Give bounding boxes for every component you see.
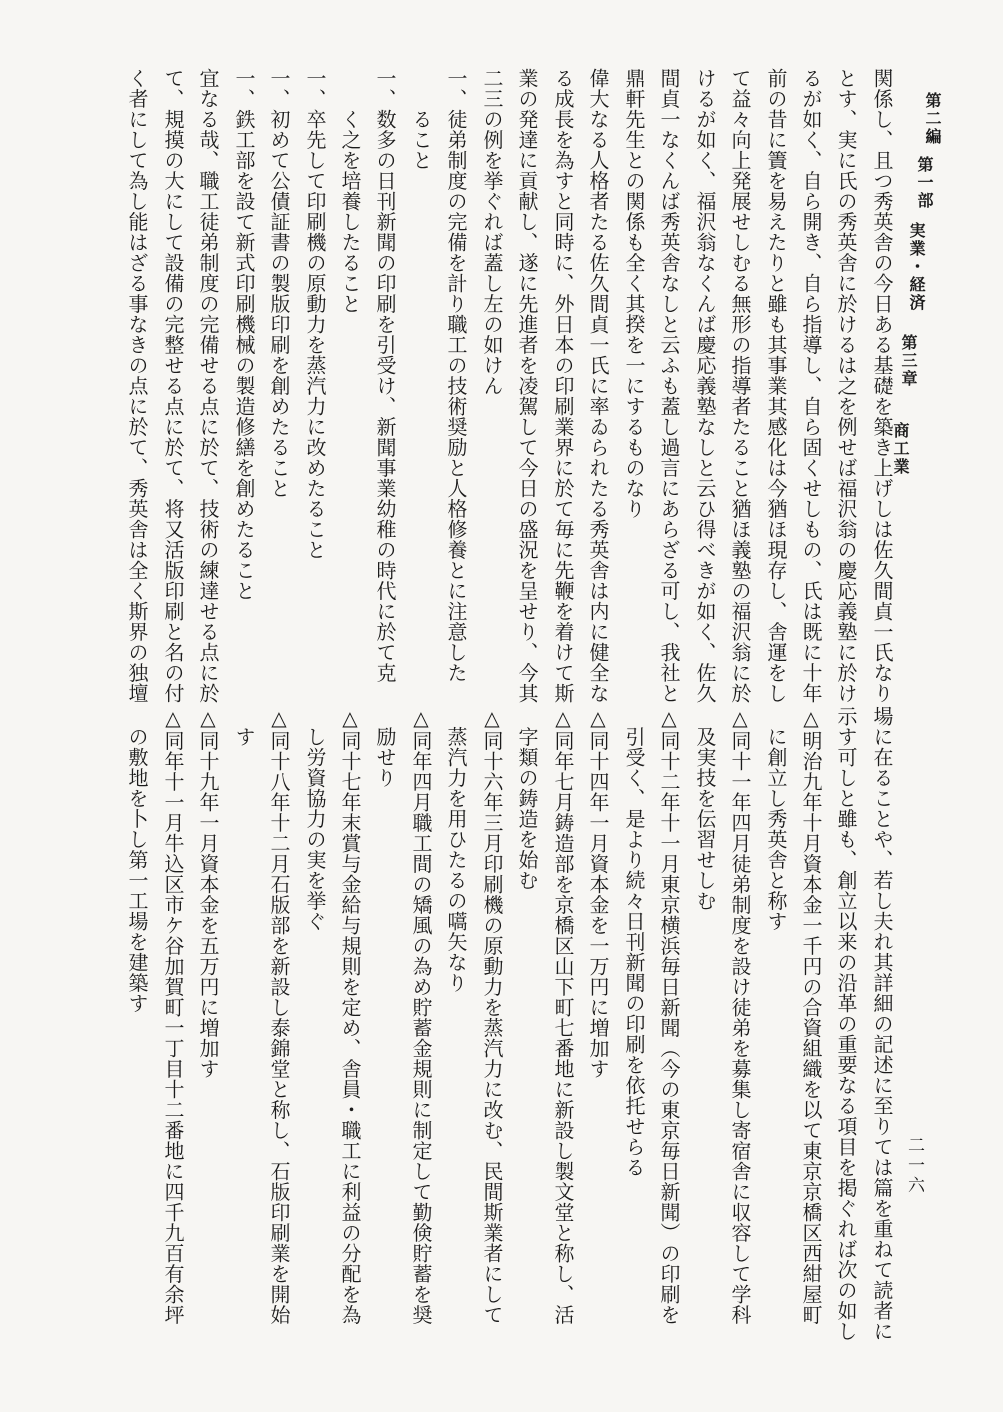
chronology-entry-continuation: 励せり	[373, 706, 397, 788]
header-part: 第一部	[915, 156, 934, 210]
text-column: て益々向上発展せしむる無形の指導者たること猶ほ義塾の福沢翁に於	[728, 68, 752, 704]
text-column: く者にして為し能はざる事なきの点に於て、秀英舎は全く斯界の独壇	[125, 68, 149, 704]
chronology-entry: △同年四月職工間の矯風の為め貯蓄金規則に制定して勤倹貯蓄を奨	[409, 706, 433, 1325]
list-item: 一、数多の日刊新聞の印刷を引受け、新聞事業幼稚の時代に於て克	[373, 68, 397, 683]
chronology-entry: △同十六年三月印刷機の原動力を蒸汽力に改む、民間斯業者にして	[480, 706, 504, 1325]
header-section: 第二編	[923, 92, 942, 146]
chronology-entry: △同十八年十二月石版部を新設し泰錦堂と称し、石版印刷業を開始	[267, 706, 291, 1325]
chronology-entry: △明治九年十月資本金一千円の合資組織を以て東京京橋区西紺屋町	[799, 706, 823, 1325]
list-item-continuation: ること	[409, 68, 433, 171]
chronology-entry: △同年十一月牛込区市ケ谷加賀町一丁目十二番地に四千九百有余坪	[161, 706, 185, 1325]
running-header	[891, 92, 946, 712]
text-column: 関係し、且つ秀英舎の今日ある基礎を築き上げしは佐久間貞一氏なり	[870, 68, 894, 704]
chronology-entry-continuation: 蒸汽力を用ひたるの嚆矢なり	[444, 706, 468, 993]
chronology-entry-continuation: 及実技を伝習せしむ	[693, 706, 717, 911]
chronology-entry-continuation: に創立し秀英舎と称す	[764, 706, 788, 932]
chronology-entry: △同年七月鋳造部を京橋区山下町七番地に新設し製文堂と称し、活	[551, 706, 575, 1325]
header-title: 商工業	[891, 422, 910, 476]
text-column: とす、実に氏の秀英舎に於けるは之を例せば福沢翁の慶応義塾に於け	[834, 68, 858, 704]
text-column: て、規摸の大にして設備の完整せる点に於て、将又活版印刷と名の付	[161, 68, 185, 704]
chronology-entry: △同十一年四月徒弟制度を設け徒弟を募集し寄宿舎に収容して学科	[728, 706, 752, 1325]
chronology-entry: △同十二年十一月東京横浜毎日新聞（今の東京毎日新聞）の印刷を	[657, 706, 681, 1325]
chronology-entry: △同十九年一月資本金を五万円に増加す	[196, 706, 220, 1079]
text-column: 前の昔に簀を易えたりと雖も其事業其感化は今猶ほ現存し、舎運をし	[764, 68, 788, 704]
chronology-entry-continuation: す	[232, 706, 256, 747]
text-column: 間貞一なくんば秀英舎なしと云ふも蓋し過言にあらざる可し、我社と	[657, 68, 681, 704]
list-item: 一、徒弟制度の完備を計り職工の技術奨励と人格修養とに注意した	[444, 68, 468, 683]
text-column: 場に在ることや、若し夫れ其詳細の記述に至りては篇を重ねて読者に	[870, 706, 894, 1342]
chronology-entry: △同十四年一月資本金を一万円に増加す	[586, 706, 610, 1079]
chronology-entry-continuation: 引受く、是より続々日刊新聞の印刷を依托せらる	[622, 706, 646, 1178]
page-number: 二一六	[904, 1136, 924, 1196]
text-column: 偉大なる人格者たる佐久間貞一氏に率ゐられたる秀英舎は内に健全な	[586, 68, 610, 704]
text-column: 業の発達に貢献し、遂に先進者を凌駕して今日の盛況を呈せり、今其	[515, 68, 539, 704]
list-item: 一、卒先して印刷機の原動力を蒸汽力に改めたること	[303, 68, 327, 560]
chronology-entry: △同十七年末賞与金給与規則を定め、舎員・職工に利益の分配を為	[338, 706, 362, 1325]
header-category: 実業・経済	[907, 222, 926, 312]
chronology-entry-continuation: し労資協力の実を挙ぐ	[303, 706, 327, 932]
list-item-continuation: く之を培養したること	[338, 68, 362, 314]
chronology-entry-continuation: の敷地を卜し第一工場を建築す	[125, 706, 149, 1014]
list-item: 一、初めて公債証書の製版印刷を創めたること	[267, 68, 291, 499]
text-column: る成長を為すと同時に、外日本の印刷業界に於て毎に先鞭を着けて斯	[551, 68, 575, 704]
text-column: 示す可しと雖も、創立以来の沿革の重要なる項目を掲ぐれば次の如し	[834, 706, 858, 1342]
text-column: 二三の例を挙ぐれば蓋し左の如けん	[480, 68, 504, 396]
text-column: 鼎軒先生との関係も全く其揆を一にするものなり	[622, 68, 646, 519]
text-column: るが如く、自ら開き、自ら指導し、自ら固くせしもの、氏は既に十年	[799, 68, 823, 704]
text-column: けるが如く、福沢翁なくんば慶応義塾なしと云ひ得べきが如く、佐久	[693, 68, 717, 704]
text-column: 宜なる哉、職工徒弟制度の完備せる点に於て、技術の練達せる点に於	[196, 68, 220, 704]
header-chapter: 第三章	[899, 334, 918, 388]
list-item: 一、鉄工部を設て新式印刷機械の製造修繕を創めたること	[232, 68, 256, 601]
chronology-entry-continuation: 字類の鋳造を始む	[515, 706, 539, 891]
